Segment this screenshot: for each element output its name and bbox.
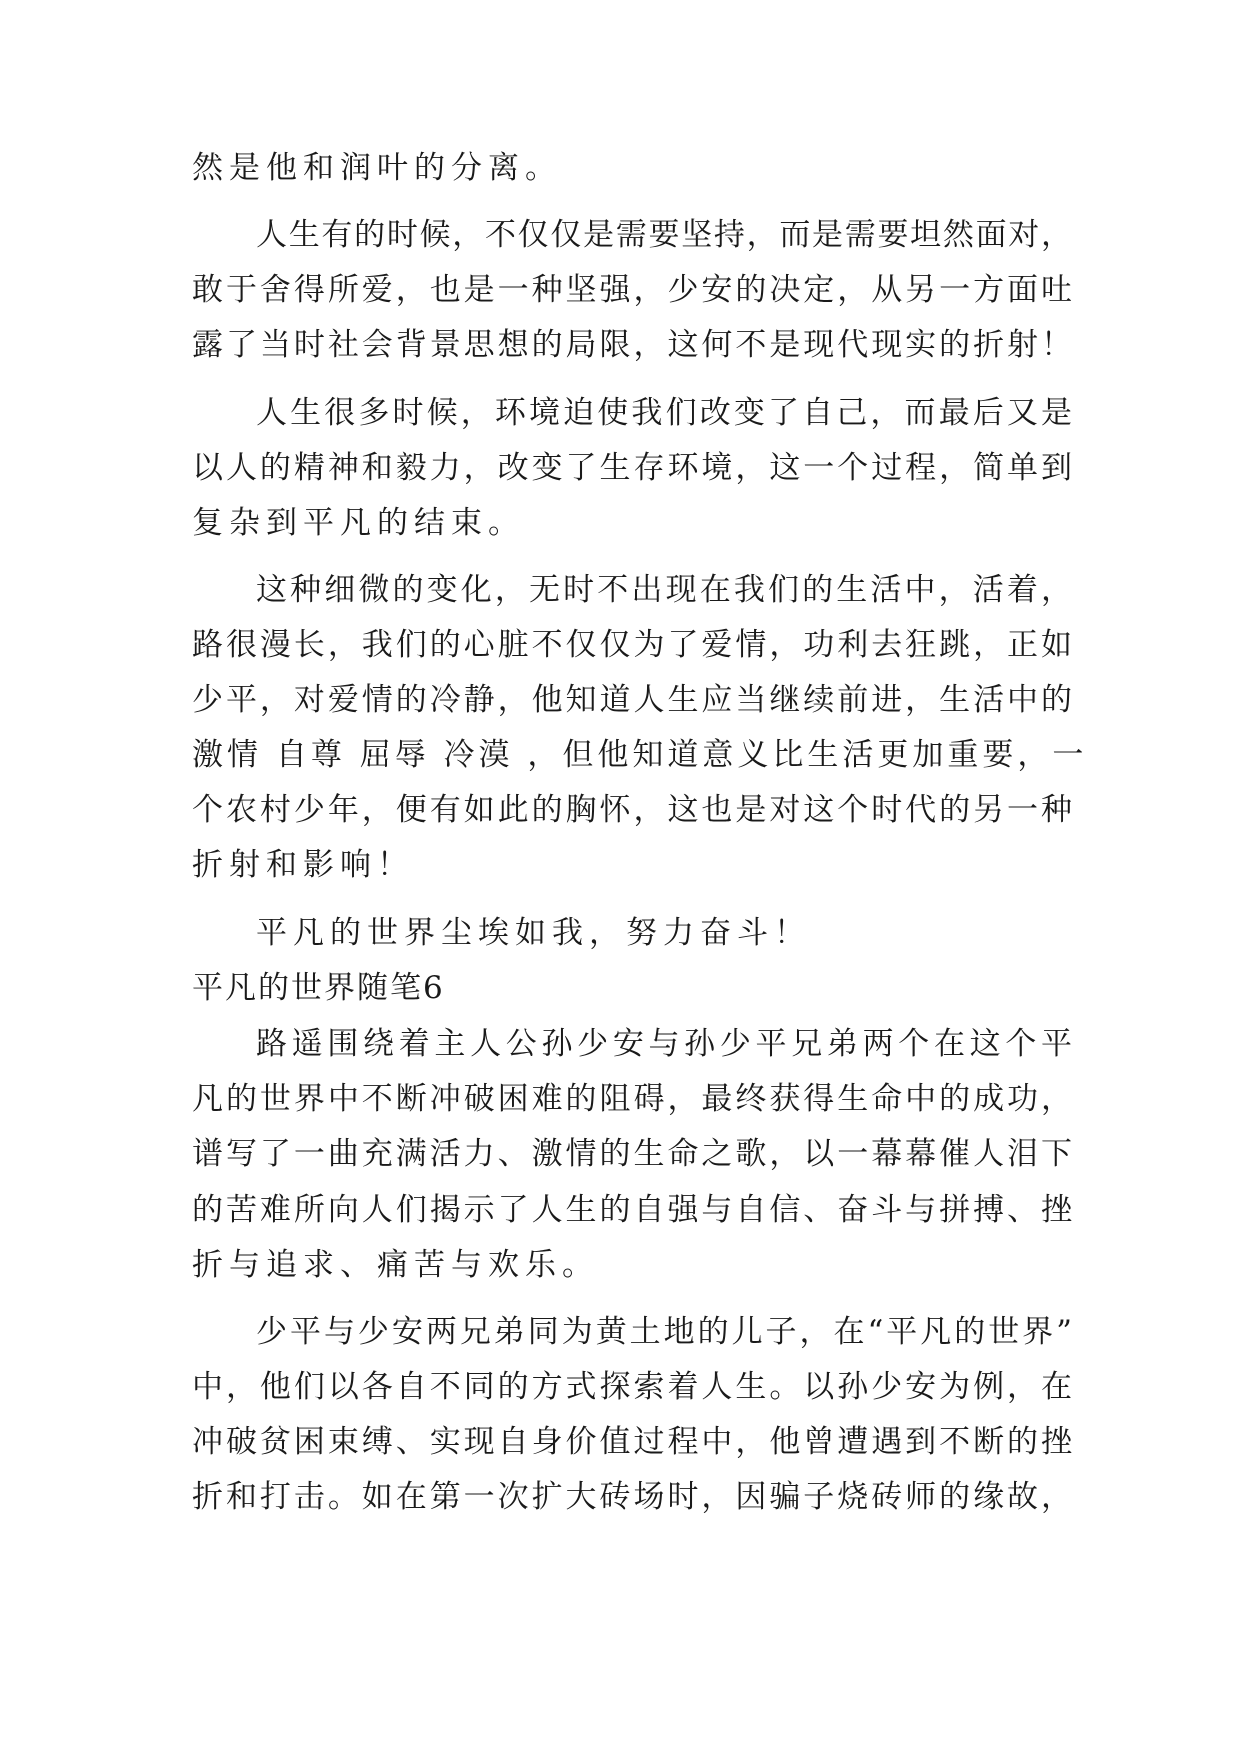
text-line: 复杂到平凡的结束。 bbox=[192, 505, 525, 541]
paragraph-first-line: 人生有的时候，不仅仅是需要坚持，而是需要坦然面对， bbox=[256, 217, 1072, 253]
text-line: 凡的世界中不断冲破困难的阻碍，最终获得生命中的成功， bbox=[192, 1081, 1072, 1117]
text-line: 激情 自尊 屈辱 冷漠 ，但他知道意义比生活更加重要，一 bbox=[192, 737, 1088, 773]
text-line: 少平，对爱情的冷静，他知道人生应当继续前进，生活中的 bbox=[192, 682, 1072, 718]
text-line: 露了当时社会背景思想的局限，这何不是现代现实的折射！ bbox=[192, 327, 1072, 363]
text-line: 路很漫长，我们的心脏不仅仅为了爱情，功利去狂跳，正如 bbox=[192, 627, 1072, 663]
text-line: 冲破贫困束缚、实现自身价值过程中，他曾遭遇到不断的挫 bbox=[192, 1424, 1072, 1460]
text-line: 谱写了一曲充满活力、激情的生命之歌，以一幕幕催人泪下 bbox=[192, 1136, 1072, 1172]
paragraph-first-line: 路遥围绕着主人公孙少安与孙少平兄弟两个在这个平 bbox=[256, 1026, 1072, 1062]
text-line: 折射和影响！ bbox=[192, 847, 414, 883]
text-line: 然是他和润叶的分离。 bbox=[192, 150, 562, 186]
text-line: 个农村少年，便有如此的胸怀，这也是对这个时代的另一种 bbox=[192, 792, 1072, 828]
text-line: 的苦难所向人们揭示了人生的自强与自信、奋斗与拼搏、挫 bbox=[192, 1192, 1072, 1228]
text-line: 以人的精神和毅力，改变了生存环境，这一个过程，简单到 bbox=[192, 450, 1072, 486]
paragraph-first-line: 人生很多时候，环境迫使我们改变了自己，而最后又是 bbox=[256, 395, 1072, 431]
text-line: 折与追求、痛苦与欢乐。 bbox=[192, 1247, 599, 1283]
paragraph-first-line: 这种细微的变化，无时不出现在我们的生活中，活着， bbox=[256, 572, 1072, 608]
paragraph-first-line: 平凡的世界尘埃如我，努力奋斗！ bbox=[256, 915, 811, 951]
text-line: 敢于舍得所爱，也是一种坚强，少安的决定，从另一方面吐 bbox=[192, 272, 1072, 308]
paragraph-first-line: 少平与少安两兄弟同为黄土地的儿子，在“平凡的世界” bbox=[256, 1314, 1072, 1350]
text-line: 中，他们以各自不同的方式探索着人生。以孙少安为例，在 bbox=[192, 1369, 1072, 1405]
text-line: 折和打击。如在第一次扩大砖场时，因骗子烧砖师的缘故， bbox=[192, 1479, 1072, 1515]
section-heading: 平凡的世界随笔6 bbox=[192, 970, 445, 1006]
